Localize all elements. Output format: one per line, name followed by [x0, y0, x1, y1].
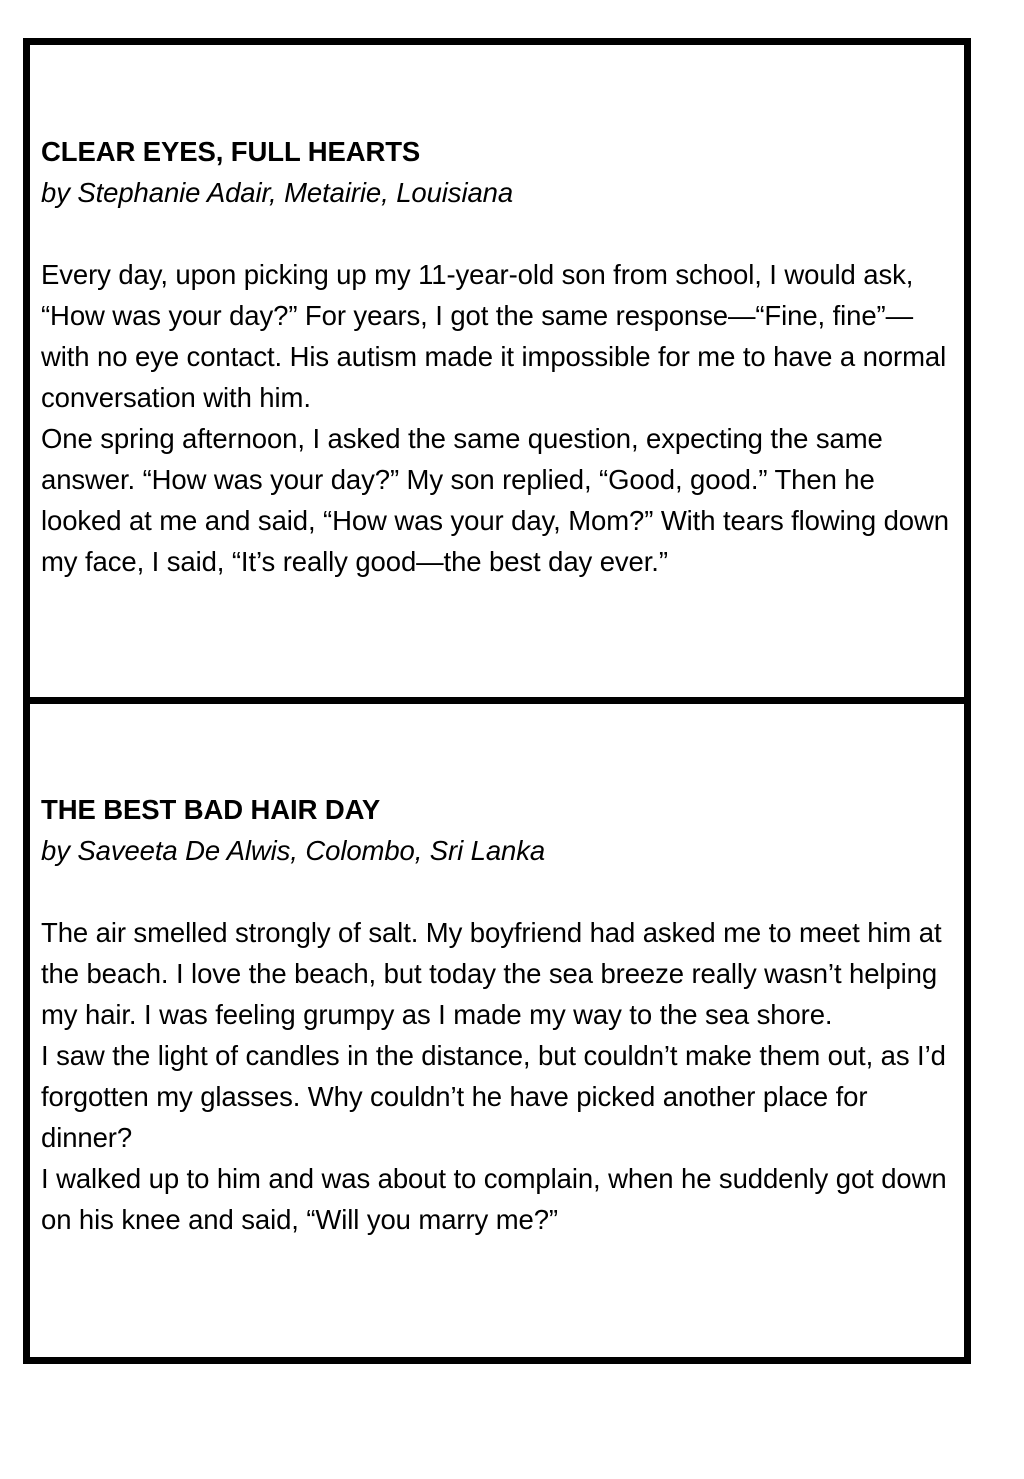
story-card-best-bad-hair-day [23, 697, 971, 1364]
story-title: CLEAR EYES, FULL HEARTS [41, 136, 421, 167]
story-paragraph: I walked up to him and was about to complain, when he suddenly got down on his knee and said, “Will you marry me?” [41, 1163, 947, 1235]
story-paragraph: One spring afternoon, I asked the same question, expecting the same answer. “How was your day?” My son replied, “Good, good.” Then he looked at me and said, “How was your day, Mom?” With tears flowing down my face, I said, “It’s really good—the best day ever.” [41, 423, 949, 577]
story-byline: by Saveeta De Alwis, Colombo, Sri Lanka [41, 835, 546, 866]
spacer [41, 213, 958, 254]
story-body [41, 789, 958, 1240]
story-paragraph: The air smelled strongly of salt. My boyfriend had asked me to meet him at the beach. I love the beach, but today the sea breeze really wasn’t helping my hair. I was feeling grumpy as I made my way to the sea shore. [41, 917, 942, 1030]
story-paragraph: I saw the light of candles in the distance, but couldn’t make them out, as I’d forgotten my glasses. Why couldn’t he have picked another place for dinner? [41, 1040, 946, 1153]
spacer [41, 871, 958, 912]
story-paragraph: Every day, upon picking up my 11-year-old son from school, I would ask, “How was your day?” For years, I got the same response—“Fine, fine”—with no eye contact. His autism made it impossible for me to have a normal conversation with him. [41, 259, 947, 413]
story-card-clear-eyes [23, 38, 971, 704]
story-byline: by Stephanie Adair, Metairie, Louisiana [41, 177, 514, 208]
story-title: THE BEST BAD HAIR DAY [41, 794, 381, 825]
story-body [41, 131, 958, 582]
